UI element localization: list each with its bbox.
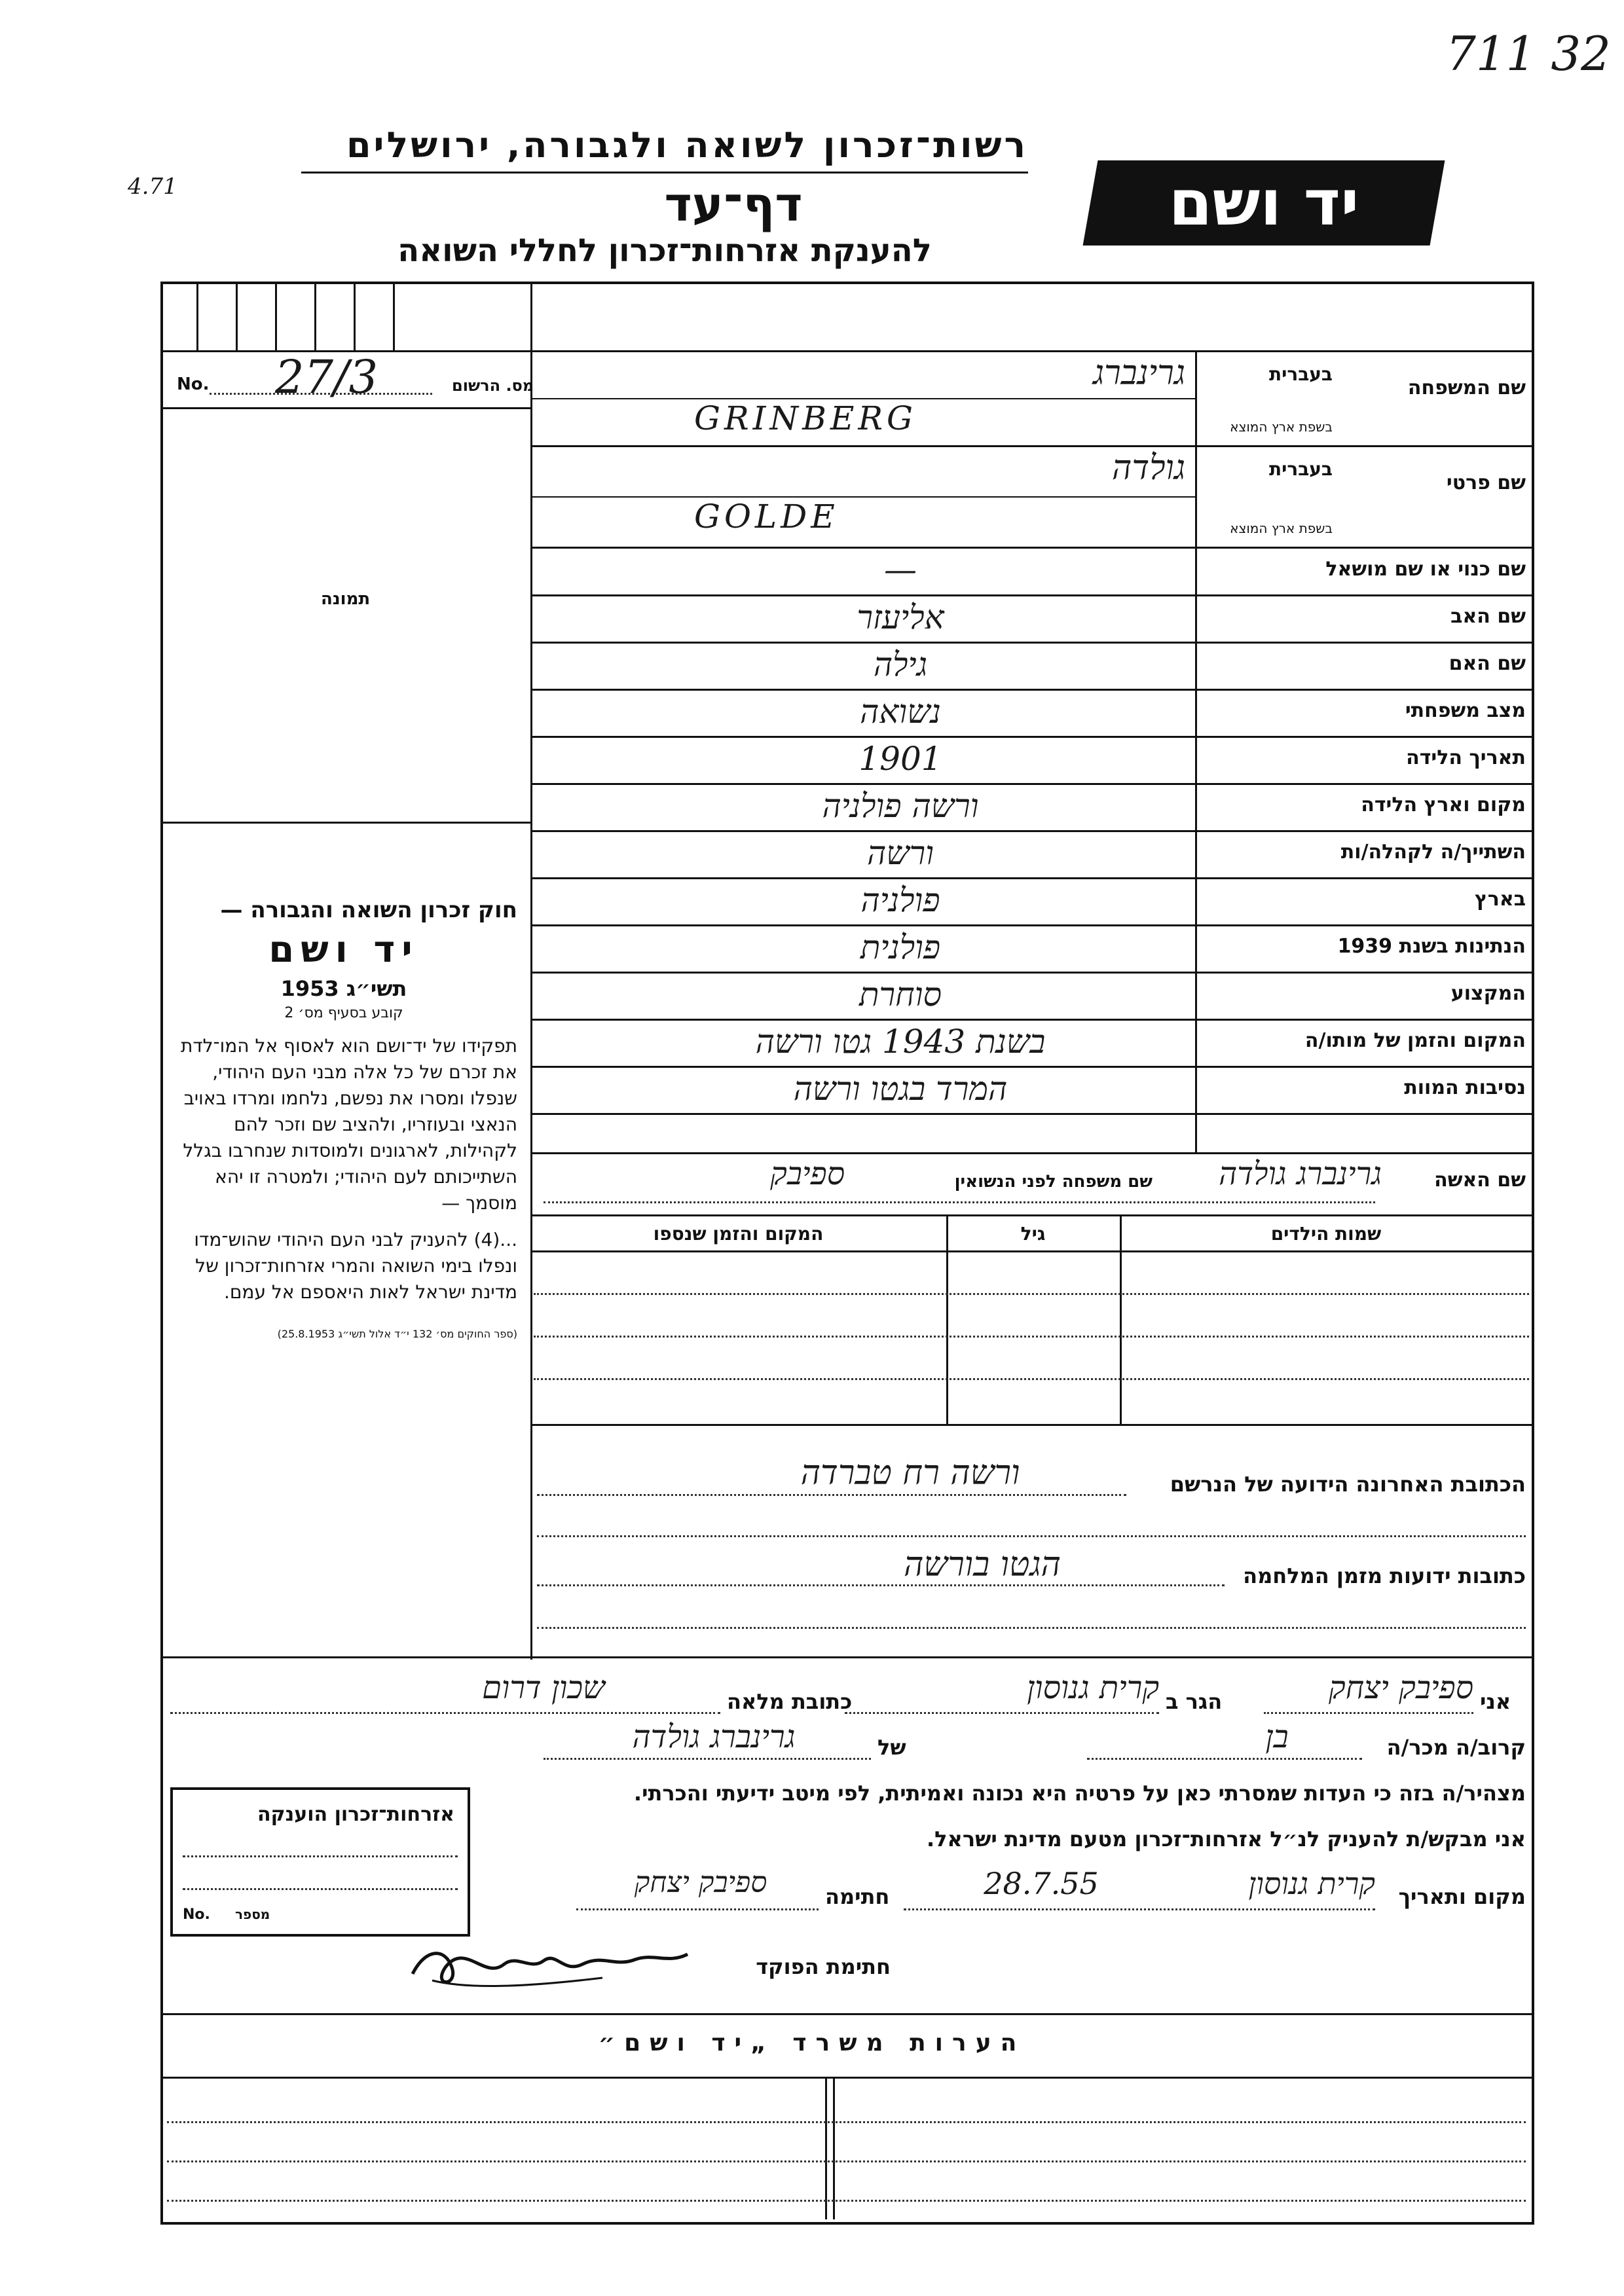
field-label: שם האב: [1450, 605, 1526, 628]
request-text: אני מבקש/ת להעניק לנ״ל אזרחות־זכרון מטעם מדינת ישראל.: [927, 1827, 1526, 1851]
field-value: פולניה: [860, 881, 940, 919]
field-value: ורשה: [866, 834, 934, 872]
field-divider: [530, 445, 1532, 447]
declarant-town: קרית גנוסון: [1027, 1669, 1159, 1706]
law-title: חוק זכרון השואה והגבורה —: [220, 897, 517, 923]
wife-name: גרינברג גולדה: [1219, 1156, 1382, 1192]
maiden-name: ספיבק: [770, 1156, 845, 1192]
field-divider: [530, 830, 1532, 832]
decl-of-label: של: [877, 1735, 906, 1760]
grid-cell-divider: [314, 282, 316, 350]
law-year: תשי״ג 1953: [280, 976, 407, 1001]
field-value: ורשה פולניה: [822, 787, 979, 825]
field-value: גילה: [873, 646, 928, 683]
archive-number: 711 32: [1446, 26, 1611, 81]
law-paragraph-1: תפקידו של יד־ושם הוא לאסוף אל המו־לדת את זכרם של כל אלה מבני העם היהודי, שנפלו ומסרו את נפשם, נלחמו ומרדו באויב הנאצי ובעוזריו, ולהציב שם וזכר להם לקהילות, לארגונים ולמוסדות שנחרבו בגלל השתייכותם לעם היהודי; ולמטרה זו יהא מוסמך —: [180, 1035, 517, 1214]
field-divider: [530, 642, 1532, 644]
field-divider: [530, 1019, 1532, 1021]
relation-of-value: גרינברג גולדה: [632, 1719, 796, 1755]
grid-cell-divider: [236, 282, 238, 350]
field-divider: [530, 547, 1532, 549]
decl-i-label: אני: [1480, 1689, 1511, 1714]
children-header-names: שמות הילדים: [1270, 1223, 1382, 1245]
stamp-box-title: אזרחות־זכרון הוענקה: [257, 1803, 454, 1826]
last-address-label: הכתובת האחרונה הידועה של הנרשם: [1170, 1472, 1526, 1497]
registration-label: מס. הרשום: [452, 376, 534, 395]
decl-signature-label: חתימה: [825, 1884, 890, 1909]
form-subtitle: להענקת אזרחות־זכרון לחללי השואה: [397, 232, 932, 269]
last-address-value: ורשה רח טברדה: [800, 1453, 1020, 1493]
official-signature: [406, 1935, 694, 1994]
field-sublabel-origin: בשפת ארץ המוצא: [1230, 520, 1333, 536]
field-label: תאריך הלידה: [1406, 746, 1526, 769]
field-label: המקום והזמן של מותו/ה: [1304, 1029, 1526, 1052]
field-label: שם פרטי: [1446, 471, 1526, 494]
field-subdivider: [530, 496, 1195, 498]
grid-cell-divider: [393, 282, 395, 350]
decl-place-date-label: מקום ותאריך: [1398, 1884, 1526, 1909]
official-signature-label: חתימת הפוקד: [756, 1954, 891, 1979]
declarant-signature: ספיבק יצחק: [634, 1866, 767, 1899]
field-sublabel-hebrew: בעברית: [1268, 363, 1333, 385]
children-header-age: גיל: [1020, 1223, 1046, 1245]
declaration-date: 28.7.55: [984, 1866, 1099, 1901]
decl-relation-label: קרוב/ה מכר/ה: [1386, 1735, 1526, 1760]
field-label: מקום וארץ הלידה: [1361, 793, 1526, 816]
law-name: יד ושם: [268, 928, 419, 971]
field-divider: [530, 1066, 1532, 1068]
field-divider: [530, 924, 1532, 926]
field-divider: [530, 877, 1532, 879]
wartime-address-label: כתובות ידועות מזמן המלחמה: [1243, 1563, 1526, 1588]
field-value: 1901: [858, 740, 942, 778]
field-divider: [530, 594, 1532, 596]
field-value-origin: GOLDE: [694, 497, 839, 536]
field-label: בארץ: [1474, 888, 1526, 911]
grid-cell-divider: [354, 282, 356, 350]
declarant-name: ספיבק יצחק: [1329, 1669, 1473, 1706]
field-divider: [530, 783, 1532, 785]
field-value: —: [884, 551, 917, 589]
law-reference: (ספר החוקים מס׳ 132 י״ד אלול תשי״ג 25.8.1953): [277, 1328, 517, 1340]
field-sublabel-hebrew: בעברית: [1268, 458, 1333, 480]
field-label: שם כנוי או שם מושאל: [1325, 557, 1526, 581]
field-label: נסיבות המוות: [1404, 1076, 1526, 1099]
registration-label-en: No.: [177, 374, 210, 394]
field-value: פולנית: [860, 928, 941, 966]
office-notes-title: הערות משרד „יד ושם״: [598, 2030, 1026, 2056]
field-divider: [530, 689, 1532, 691]
field-value: אליעזר: [857, 598, 944, 636]
law-paragraph-2: ...(4) להעניק לבני העם היהודי שהוש־מדו ונפלו בימי השואה והמרי אזרחות־זכרון של מדינת ישראל לאות היאספם אל עמם.: [194, 1229, 517, 1303]
form-title: דף־עד: [664, 177, 803, 232]
photo-label: תמונה: [321, 589, 371, 609]
field-divider: [530, 972, 1532, 974]
field-value: המרד בגטו ורשה: [793, 1070, 1008, 1108]
decl-address-label: כתובת מלאה: [727, 1689, 853, 1714]
wife-label: שם האשה: [1434, 1169, 1526, 1192]
declaration-place: קרית גנוסון: [1248, 1866, 1375, 1901]
children-header-place: המקום והזמן שנספו: [653, 1223, 824, 1245]
field-label: הנתינות בשנת 1939: [1337, 935, 1526, 958]
margin-mark: 4.71: [128, 173, 177, 200]
law-clause: קובע בסעיף מס׳ 2: [284, 1005, 403, 1021]
declaration-text: מצהיר/ה בזה כי העדות שמסרתי כאן על פרטיה היא נכונה ואמיתית, לפי מיטב ידיעתי והכרתי.: [633, 1781, 1526, 1806]
field-value-hebrew: גרינברג: [1092, 354, 1185, 393]
field-label: שם המשפחה: [1407, 376, 1526, 399]
stamp-no-heb: מספר: [235, 1906, 270, 1922]
decl-residing-label: הגר ב: [1166, 1689, 1223, 1714]
authority-title: רשות־זכרון לשואה ולגבורה, ירושלים: [346, 124, 1028, 166]
field-value: סוחרת: [859, 975, 942, 1013]
citizenship-stamp-box: [170, 1787, 470, 1937]
field-label: שם האם: [1449, 652, 1526, 675]
yad-vashem-logo: יד ושם: [1083, 160, 1445, 246]
field-divider: [530, 1113, 1532, 1115]
grid-cell-divider: [196, 282, 198, 350]
registration-number: 27/3: [275, 350, 378, 404]
field-label: המקצוע: [1450, 982, 1526, 1005]
field-sublabel-origin: בשפת ארץ המוצא: [1230, 419, 1333, 435]
field-value: בשנת 1943 גטו ורשה: [755, 1023, 1046, 1061]
field-divider: [530, 736, 1532, 738]
field-value: נשואה: [860, 693, 941, 731]
field-label: השתייך/ה לקהלה/ות: [1340, 841, 1526, 864]
field-value-hebrew: גולדה: [1111, 448, 1185, 488]
field-value-origin: GRINBERG: [694, 399, 917, 437]
wartime-address-value: הגטו בורשה: [903, 1545, 1061, 1584]
law-text: [170, 897, 517, 1340]
stamp-no-en: No.: [183, 1906, 210, 1923]
maiden-label: שם משפחה לפני הנשואין: [954, 1172, 1153, 1192]
grid-cell-divider: [275, 282, 277, 350]
field-label: מצב משפחתי: [1405, 699, 1526, 722]
relation-value: בן: [1265, 1719, 1289, 1755]
declarant-address: שכון דרום: [482, 1669, 605, 1706]
